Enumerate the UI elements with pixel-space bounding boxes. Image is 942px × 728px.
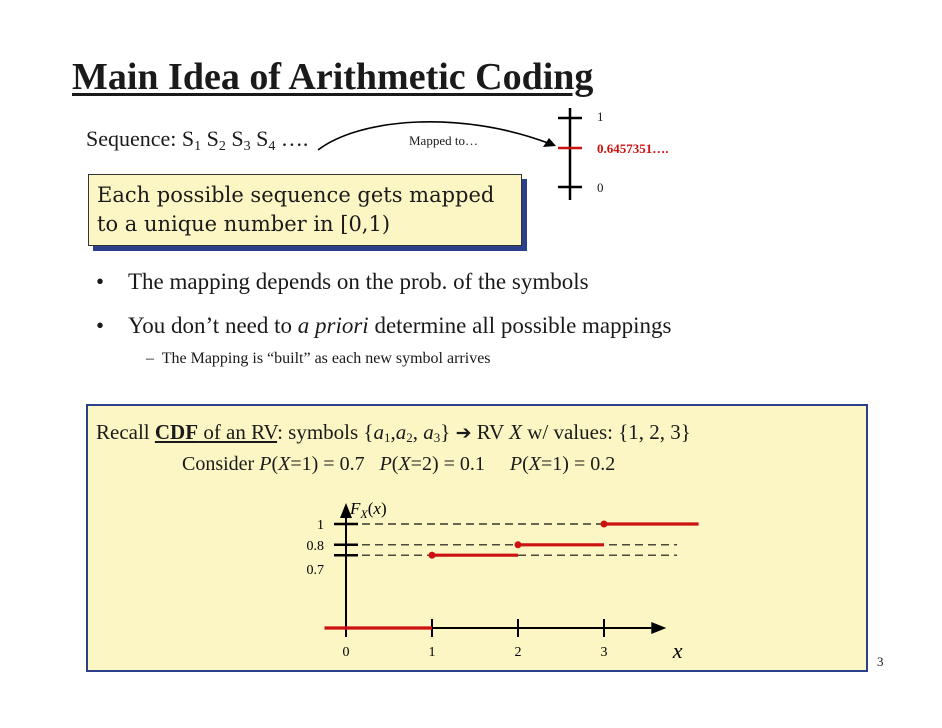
x-axis-label: x [672, 638, 683, 663]
definition-line-2: to a unique number in [0,1) [97, 212, 391, 236]
sub-bullet-item: – The Mapping is “built” as each new symbol arrives [146, 350, 491, 367]
y-tick-label: 1 [317, 518, 324, 533]
scale-top-label: 1 [597, 109, 604, 124]
cdf-jump-point [601, 521, 608, 528]
symbol-s2: $S_2$ [206, 126, 226, 154]
y-axis-label: $F_X(x)$ [350, 499, 387, 521]
sequence-label: Sequence: [86, 126, 182, 151]
slide-title: Main Idea of Arithmetic Coding [72, 56, 594, 98]
scale-bottom-label: 0 [597, 180, 604, 195]
mapped-to-label: Mapped to… [409, 133, 478, 148]
implies-arrow-icon: ➔ [455, 422, 472, 444]
page-number: 3 [877, 654, 884, 669]
x-tick-label: 1 [428, 645, 436, 660]
cdf-jump-point [429, 552, 436, 559]
symbol-s3: $S_3$ [231, 126, 251, 154]
bullet-dot: • [96, 313, 105, 338]
x-tick-label: 3 [600, 645, 608, 660]
symbol-s1: $S_1$ [181, 126, 202, 154]
cdf-jump-point [515, 541, 522, 548]
x-tick-label: 2 [514, 645, 522, 660]
bullet-item-2: • You don’t need to a priori determine all possible mappings [96, 313, 672, 338]
recall-line: Recall CDF of an RV: symbols {$a_1,a_2$, $a_3$} ➔ RV X w/ values: {1, 2, 3} [96, 420, 691, 445]
x-tick-label: 0 [342, 645, 350, 660]
consider-line: Consider P(X=1) = 0.7 P(X=2) = 0.1 P(X=1) = 0.2 [182, 453, 616, 475]
y-tick-label: 0.7 [306, 563, 324, 579]
cdf-term: CDF [154, 420, 199, 444]
x-axis-arrowhead [651, 622, 666, 634]
symbol-s4: $S_4$ [256, 126, 276, 154]
bullet-item-1: • The mapping depends on the prob. of the symbols [96, 269, 589, 294]
scale-value-label: 0.6457351…. [597, 141, 669, 156]
y-tick-label: 0.8 [306, 538, 324, 554]
definition-line-1: Each possible sequence gets mapped [97, 183, 495, 207]
sequence-ellipsis: …. [275, 126, 309, 151]
bullet-dot: • [96, 269, 105, 294]
